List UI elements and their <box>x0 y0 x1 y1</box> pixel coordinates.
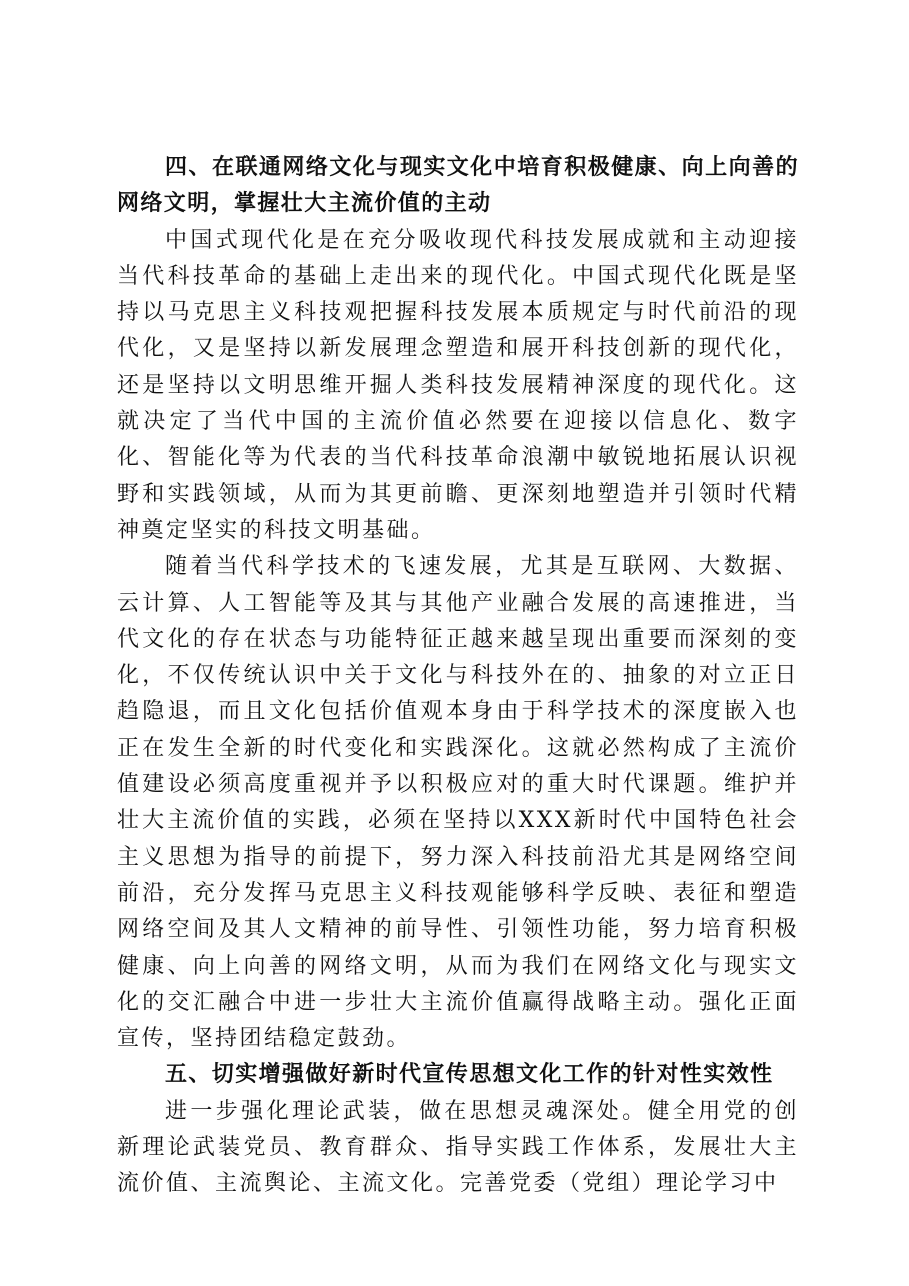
document-body <box>117 150 799 1203</box>
paragraph: 中国式现代化是在充分吸收现代科技发展成就和主动迎接当代科技革命的基础上走出来的现代化。中国式现代化既是坚持以马克思主义科技观把握科技发展本质规定与时代前沿的现代化，又是坚持以新发展理念塑造和展开科技创新的现代化，还是坚持以文明思维开掘人类科技发展精神深度的现代化。这就决定了当代中国的主流价值必然要在迎接以信息化、数字化、智能化等为代表的当代科技革命浪潮中敏锐地拓展认识视野和实践领域，从而为其更前瞻、更深刻地塑造并引领时代精神奠定坚实的科技文明基础。 <box>117 227 799 543</box>
paragraph: 进一步强化理论武装，做在思想灵魂深处。健全用党的创新理论武装党员、教育群众、指导实践工作体系，发展壮大主流价值、主流舆论、主流文化。完善党委（党组）理论学习中 <box>117 1098 799 1197</box>
section-heading-5: 五、切实增强做好新时代宣传思想文化工作的针对性实效性 <box>165 1062 774 1088</box>
paragraph: 随着当代科学技术的飞速发展，尤其是互联网、大数据、云计算、人工智能等及其与其他产业融合发展的高速推进，当代文化的存在状态与功能特征正越来越呈现出重要而深刻的变化，不仅传统认识中关于文化与科技外在的、抽象的对立正日趋隐退，而且文化包括价值观本身由于科学技术的深度嵌入也正在发生全新的时代变化和实践深化。这就必然构成了主流价值建设必须高度重视并予以积极应对的重大时代课题。维护并壮大主流价值的实践，必须在坚持以XXX新时代中国特色社会主义思想为指导的前提下，努力深入科技前沿尤其是网络空间前沿，充分发挥马克思主义科技观能够科学反映、表征和塑造网络空间及其人文精神的前导性、引领性功能，努力培育积极健康、向上向善的网络文明，从而为我们在网络文化与现实文化的交汇融合中进一步壮大主流价值赢得战略主动。强化正面宣传，坚持团结稳定鼓劲。 <box>117 554 799 1052</box>
section-heading-4: 四、在联通网络文化与现实文化中培育积极健康、向上向善的网络文明，掌握壮大主流价值的主动 <box>117 155 799 217</box>
